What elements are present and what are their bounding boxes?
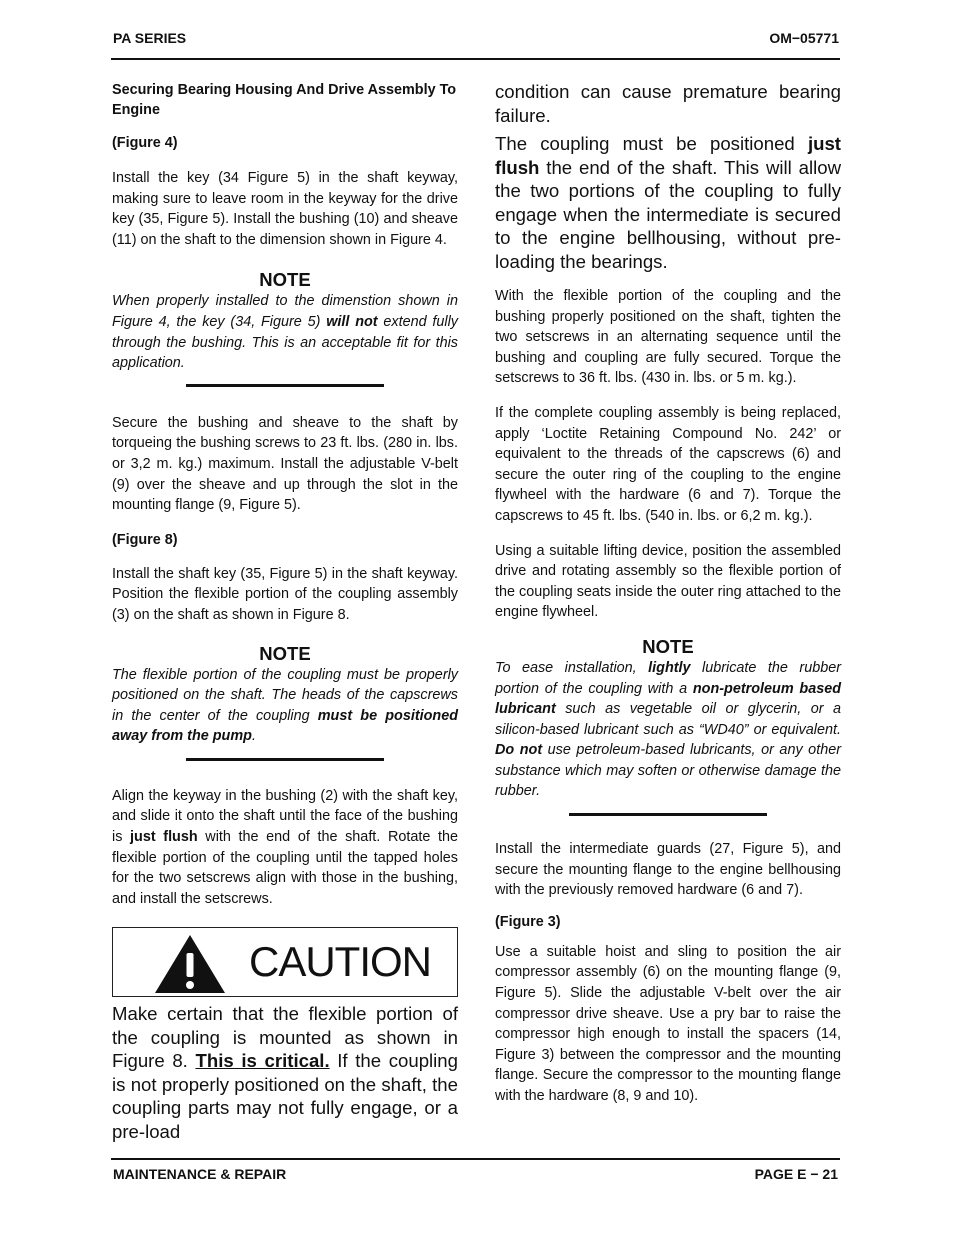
paragraph-install-key: Install the key (34 Figure 5) in the shaft keyway, making sure to leave room in the keyway for the drive key (35, Figure 5). Install the bushing (10) and sheave (11) on the shaft to the dimension shown in Figure 4. (112, 170, 458, 248)
header-series: PA SERIES (113, 30, 187, 46)
paragraph-intermediate-guards: Install the intermediate guards (27, Figure 5), and secure the mounting flange to the engine bellhousing with the previously removed hardware (6 and 7). (495, 841, 841, 899)
paragraph-lifting-device: Using a suitable lifting device, position the assembled drive and rotating assembly so the flexible portion of the coupling seats inside the outer ring attached to the engine flywheel. (495, 542, 841, 621)
note-1-title: NOTE (259, 269, 311, 291)
paragraph-tighten-setscrews: With the flexible portion of the coupling and the bushing properly positioned on the shaft, tighten the two setscrews in an alternating sequence until the bushing and coupling are fully secured. Torque the setscrews to 36 ft. lbs. (430 in. lbs. or 5 m. kg.). (495, 288, 841, 387)
figure-4-label: (Figure 4) (112, 135, 178, 151)
caution-text-continued: condition can cause premature bearing failure. (495, 81, 841, 126)
caution-text: Make certain that the flexible portion of the coupling is mounted as shown in Figure 8. This is critical. If the coupling is not properly positioned on the shaft, the coupling parts may not fully engage, or a pre-load (112, 1003, 458, 1142)
figure-3-label: (Figure 3) (495, 913, 561, 930)
footer-section: MAINTENANCE & REPAIR (113, 1166, 287, 1182)
left-column (112, 80, 458, 1143)
warning-triangle-icon (153, 933, 227, 995)
caution-heading: CAUTION (249, 938, 431, 986)
paragraph-replace-coupling: If the complete coupling assembly is being replaced, apply ‘Loctite Retaining Compound No. 242’ or equivalent to the threads of the capscrews (6) and secure the outer ring of the coupling to the engine flywheel with the hardware (6 and 7). Torque the capscrews to 45 ft. lbs. (540 in. lbs. or 6,2 m. kg.). (495, 404, 841, 524)
figure-8-label: (Figure 8) (112, 531, 178, 548)
footer-page-number: PAGE E − 21 (754, 1166, 838, 1182)
header-doc-number: OM−05771 (769, 30, 839, 46)
note-2-body: The flexible portion of the coupling must be properly positioned on the shaft. The heads of the capscrews in the center of the coupling must be positioned away from the pump. (112, 666, 459, 745)
note-1-body: When properly installed to the dimenstion shown in Figure 4, the key (34, Figure 5) will not extend fully through the bushing. This is an acceptable fit for this application. (112, 293, 459, 372)
paragraph-secure-bushing: Secure the bushing and sheave to the shaft by torqueing the bushing screws to 23 ft. lbs. (280 in. lbs. or 3,2 m. kg.) maximum. Install the adjustable V-belt (9) over the sheave and up through the slot in the mounting flange (9, Figure 5). (112, 414, 458, 514)
note-2-title: NOTE (259, 642, 311, 664)
paragraph-air-compressor: Use a suitable hoist and sling to position the air compressor assembly (6) on the mounting flange (9, Figure 5). Slide the adjustable V-belt over the air compressor drive sheave. Use a pry bar to raise the compressor high enough to install the spacers (14, Figure 3) between the compressor and the mounting flange. Secure the compressor to the mounting flange with the hardware (8, 9 and 10). (495, 943, 841, 1104)
note-3-body: To ease installation, lightly lubricate the rubber portion of the coupling with a non-petroleum based lubricant such as vegetable oil or glycerin, or a silicon-based lubricant such as “WD40” or equivalent. Do not use petroleum-based lubricants, or any other substance which may soften or otherwise damage the rubber. (495, 659, 841, 800)
paragraph-align-keyway: Align the keyway in the bushing (2) with the shaft key, and slide it onto the shaft until the face of the bushing is just flush with the end of the shaft. Rotate the flexible portion of the coupling until the tapped holes for the two setscrews align with those in the bushing, and install the setscrews. (112, 787, 458, 907)
coupling-position-text: The coupling must be positioned just flush the end of the shaft. This will allow the two portions of the coupling to fully engage when the intermediate is secured to the engine bellhousing, without pre-loading the bearings. (495, 133, 841, 272)
caution-box (112, 927, 458, 997)
note-3-title: NOTE (642, 635, 694, 657)
header-rule (111, 58, 840, 60)
right-column (495, 80, 841, 1107)
section-heading: Securing Bearing Housing And Drive Assembly To Engine (112, 82, 457, 118)
paragraph-install-shaft-key: Install the shaft key (35, Figure 5) in the shaft keyway. Position the flexible portion of the coupling assembly (3) on the shaft as shown in Figure 8. (112, 565, 458, 623)
footer-rule (111, 1158, 840, 1160)
